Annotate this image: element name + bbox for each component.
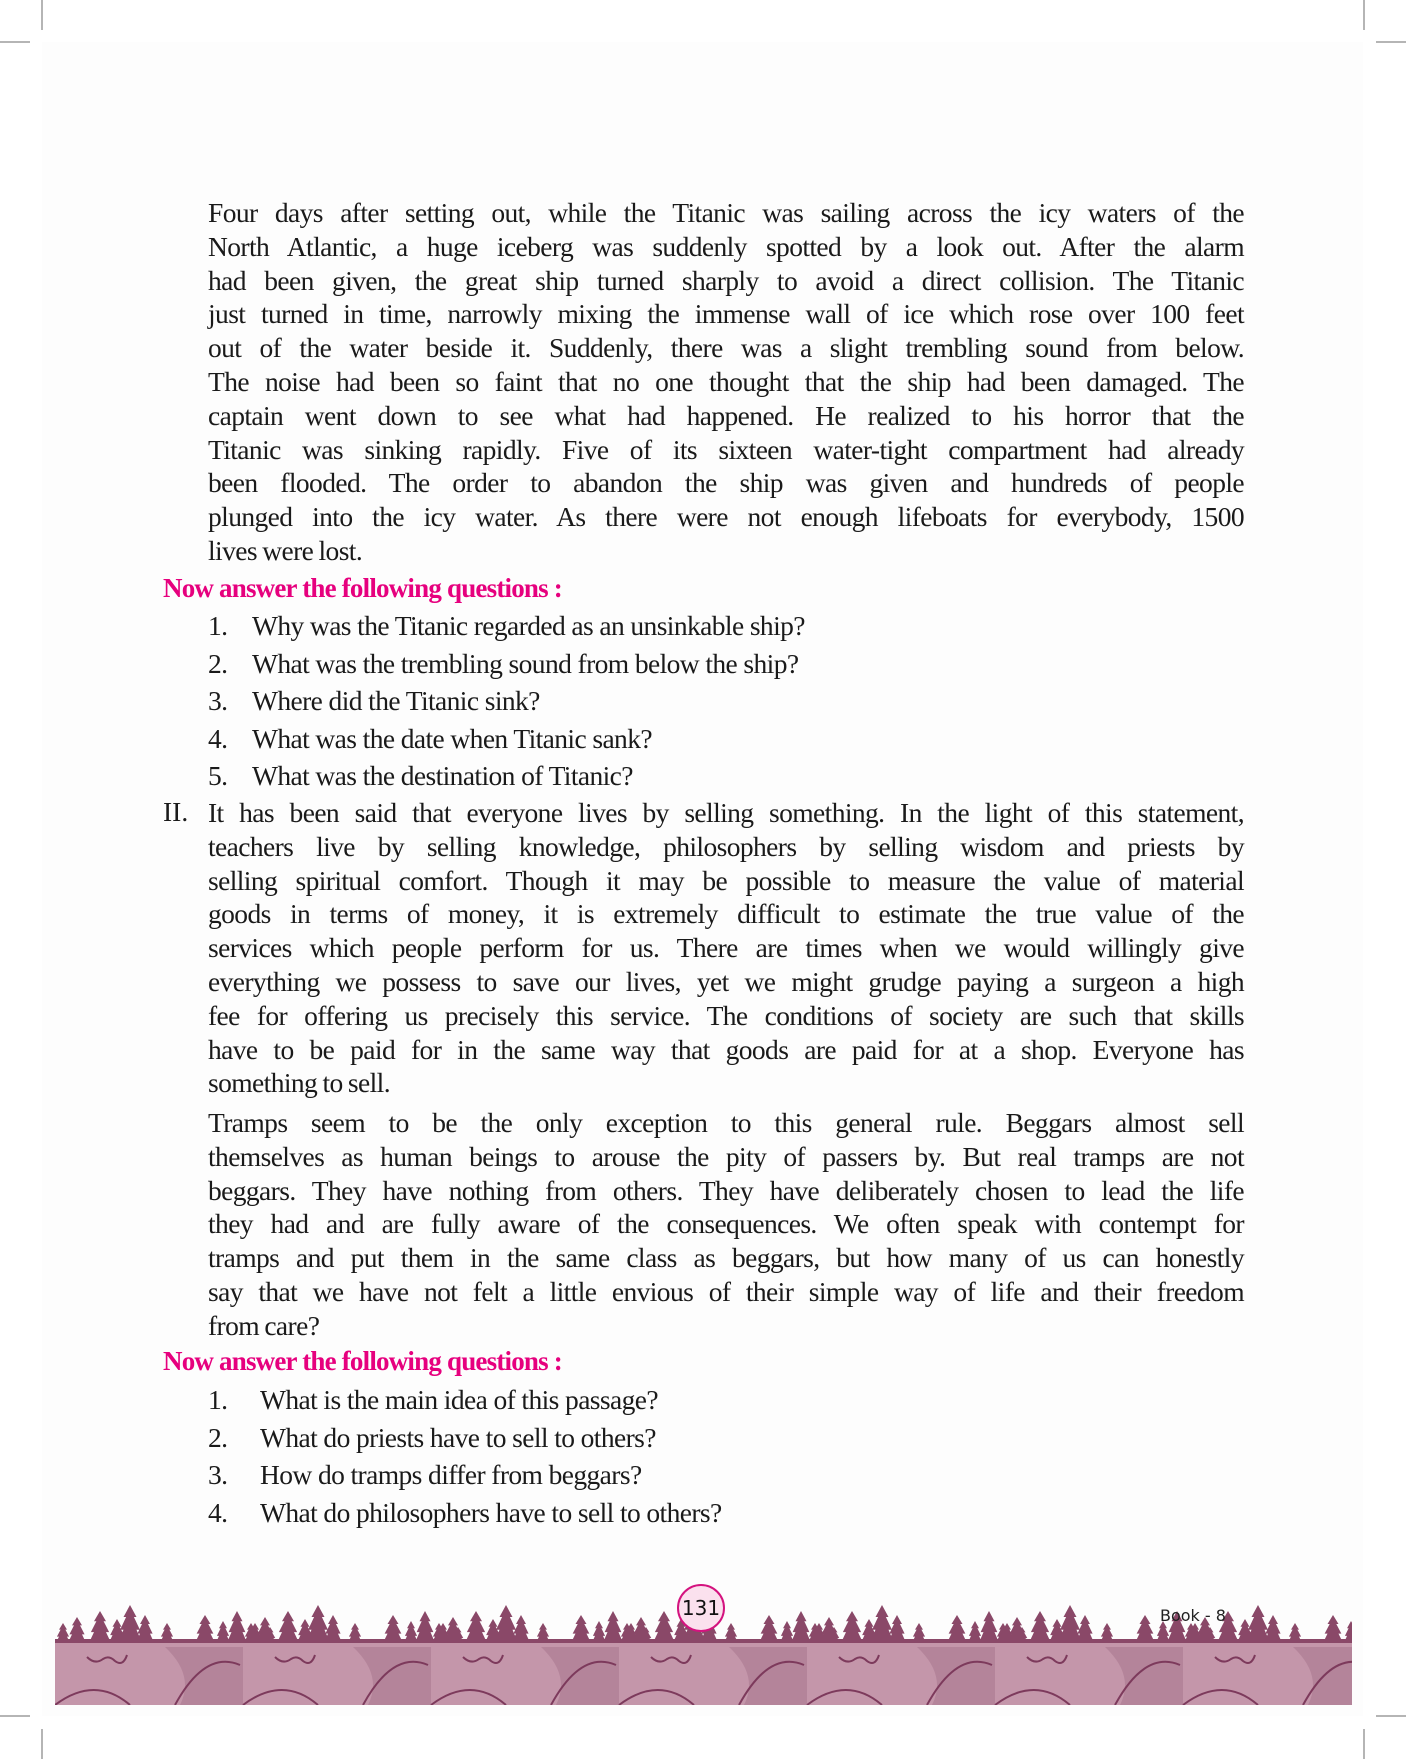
question-text: What do priests have to sell to others?: [260, 1421, 656, 1453]
text-line: had been given, the great ship turned sharply to avoid a direct collision. The Titanic: [208, 264, 1244, 296]
crop-mark: [1376, 1715, 1406, 1717]
question-number: 1.: [208, 610, 228, 641]
question-text: What do philosophers have to sell to others?: [260, 1496, 722, 1528]
text-line: plunged into the icy water. As there were not enough lifeboats for everybody, 1500: [208, 501, 1244, 533]
text-line: beggars. They have nothing from others. They have deliberately chosen to lead the life: [208, 1174, 1244, 1206]
text-line: The noise had been so faint that no one thought that the ship had been damaged. The: [208, 365, 1244, 397]
question-text: What was the date when Titanic sank?: [252, 722, 652, 754]
passage-selling-para1: [208, 796, 1244, 1100]
text-line: from care?: [208, 1309, 320, 1341]
crop-mark: [1376, 41, 1406, 43]
text-line: just turned in time, narrowly mixing the immense wall of ice which rose over 100 feet: [208, 298, 1244, 330]
question-number: 4.: [208, 722, 228, 754]
text-line: out of the water beside it. Suddenly, there was a slight trembling sound from below.: [208, 332, 1244, 364]
book-label: Book - 8: [1160, 1606, 1226, 1625]
crop-mark: [41, 0, 43, 30]
text-line: teachers live by selling knowledge, philosophers by selling wisdom and priests by: [208, 830, 1244, 862]
text-line: themselves as human beings to arouse the pity of passers by. But real tramps are not: [208, 1140, 1244, 1172]
passage-titanic: [208, 196, 1244, 568]
section-numeral: II.: [163, 796, 189, 827]
question-text: How do tramps differ from beggars?: [260, 1459, 642, 1490]
questions-heading-1: Now answer the following questions :: [163, 573, 562, 603]
questions-heading-2: Now answer the following questions :: [163, 1346, 562, 1376]
text-line: It has been said that everyone lives by selling something. In the light of this statement,: [208, 797, 1244, 828]
text-line: something to sell.: [208, 1067, 390, 1099]
question-number: 3.: [208, 1459, 228, 1490]
text-line: lives were lost.: [208, 534, 363, 566]
crop-mark: [0, 41, 30, 43]
text-line: everything we possess to save our lives, yet we might grudge paying a surgeon a high: [208, 965, 1244, 997]
passage-selling-para2: [208, 1106, 1244, 1343]
question-text: What is the main idea of this passage?: [260, 1384, 658, 1415]
question-text: What was the trembling sound from below the ship?: [252, 647, 799, 679]
text-line: fee for offering us precisely this service. The conditions of society are such that skills: [208, 999, 1244, 1031]
question-number: 2.: [208, 647, 228, 679]
text-line: say that we have not felt a little envious of their simple way of life and their freedom: [208, 1275, 1244, 1307]
crop-mark: [1363, 0, 1365, 30]
question-number: 3.: [208, 685, 228, 716]
page-number-badge: 131: [677, 1584, 725, 1632]
question-number: 4.: [208, 1496, 228, 1528]
text-line: selling spiritual comfort. Though it may be possible to measure the value of material: [208, 864, 1244, 896]
text-line: services which people perform for us. There are times when we would willingly give: [208, 932, 1244, 964]
text-line: Four days after setting out, while the Titanic was sailing across the icy waters of the: [208, 197, 1244, 228]
question-text: Why was the Titanic regarded as an unsinkable ship?: [252, 610, 805, 641]
crop-mark: [41, 1729, 43, 1759]
text-line: been flooded. The order to abandon the ship was given and hundreds of people: [208, 467, 1244, 499]
text-line: North Atlantic, a huge iceberg was suddenly spotted by a look out. After the alarm: [208, 230, 1244, 262]
text-line: have to be paid for in the same way that goods are paid for at a shop. Everyone has: [208, 1033, 1244, 1065]
crop-mark: [0, 1715, 30, 1717]
text-line: captain went down to see what had happened. He realized to his horror that the: [208, 399, 1244, 431]
question-text: What was the destination of Titanic?: [252, 760, 633, 791]
question-number: 5.: [208, 760, 228, 791]
text-line: Titanic was sinking rapidly. Five of its sixteen water-tight compartment had already: [208, 433, 1244, 465]
question-text: Where did the Titanic sink?: [252, 685, 540, 716]
text-line: they had and are fully aware of the consequences. We often speak with contempt for: [208, 1208, 1244, 1240]
text-line: goods in terms of money, it is extremely difficult to estimate the true value of the: [208, 898, 1244, 930]
text-line: tramps and put them in the same class as beggars, but how many of us can honestly: [208, 1242, 1244, 1274]
question-number: 1.: [208, 1384, 228, 1415]
text-line: Tramps seem to be the only exception to this general rule. Beggars almost sell: [208, 1107, 1244, 1138]
crop-mark: [1363, 1729, 1365, 1759]
question-number: 2.: [208, 1421, 228, 1453]
